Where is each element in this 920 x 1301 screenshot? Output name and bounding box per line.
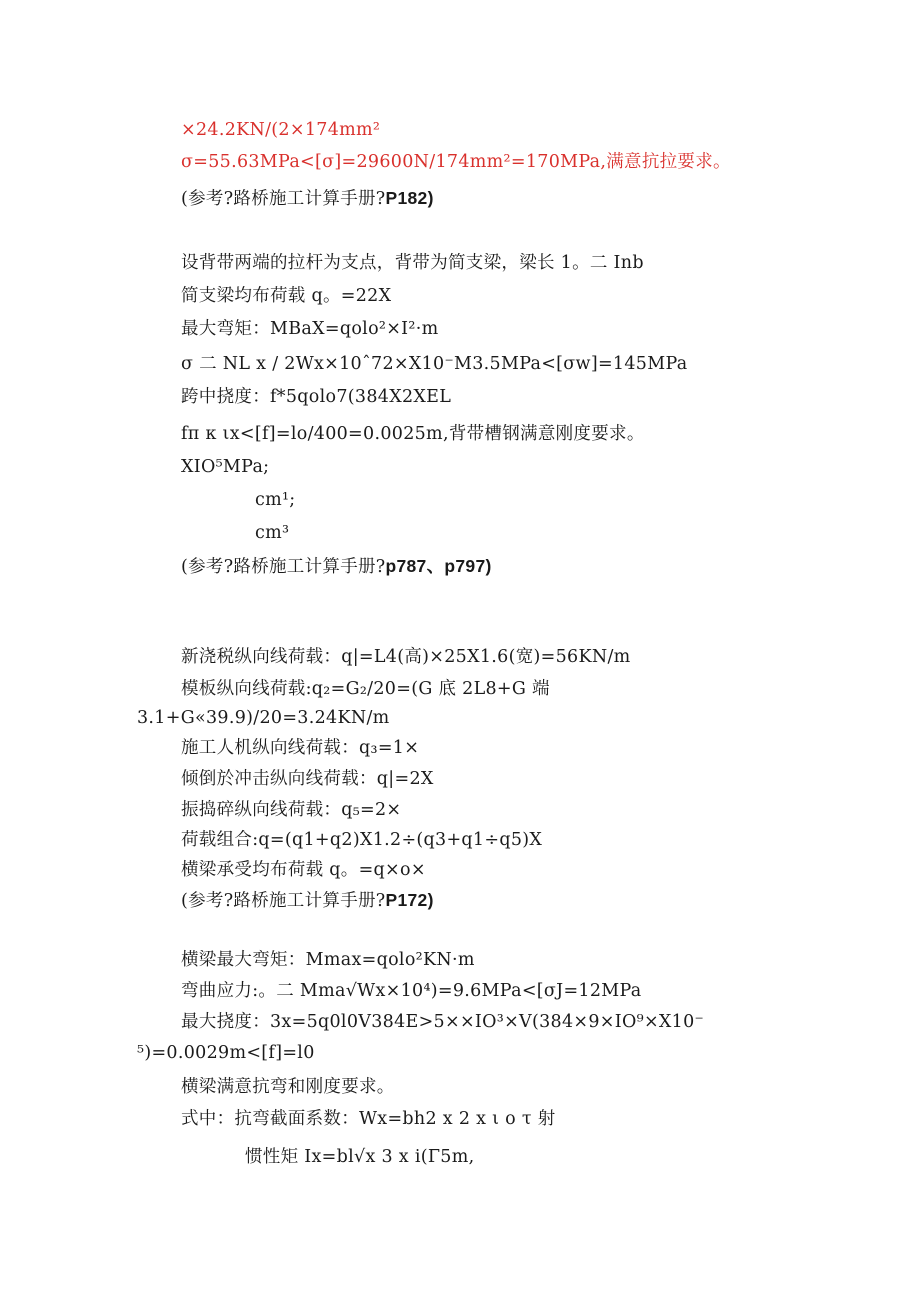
text-line: 最大弯矩：MBaX=qolo²×I²·m [181, 319, 439, 339]
text-line: 荷载组合:q=(q1+q2)X1.2÷(q3+q1÷q5)X [181, 830, 543, 850]
text-line: 倾倒於冲击纵向线荷载：q|=2X [181, 769, 434, 789]
reference-text: (参考?路桥施工计算手册? [181, 557, 386, 577]
reference-page: P172) [385, 890, 434, 910]
text-line: 简支梁均布荷载 q。=22X [181, 286, 392, 306]
reference-text: (参考?路桥施工计算手册? [181, 891, 386, 911]
reference-page: p787、p797) [385, 556, 492, 576]
reference-page: P182) [385, 188, 434, 208]
reference-text: (参考?路桥施工计算手册? [181, 189, 386, 209]
text-line: cm³ [255, 523, 290, 543]
text-line: 新浇税纵向线荷载：q|=L4(高)×25X1.6(宽)=56KN/m [181, 647, 631, 667]
reference-line [181, 186, 434, 211]
text-line: XIO⁵MPa; [181, 457, 270, 477]
text-line: cm¹; [255, 490, 296, 510]
text-line: 设背带两端的拉杆为支点，背带为简支梁，梁长 1。二 Inb [181, 253, 644, 273]
text-line: 横梁承受均布荷载 q。=q×o× [181, 860, 426, 880]
text-line: 振捣碎纵向线荷载：q₅=2× [181, 800, 402, 820]
text-line: 惯性矩 Ix=bl√x 3 x i(Γ5m, [245, 1147, 475, 1167]
text-line: 模板纵向线荷载:q₂=G₂/20=(G 底 2L8+G 端 [181, 679, 550, 699]
text-line: 跨中挠度：f*5qolo7(384X2XEL [181, 387, 452, 407]
text-line: 施工人机纵向线荷载：q₃=1× [181, 738, 420, 758]
text-line: 最大挠度：3x=5q0l0V384E>5××IO³×V(384×9×IO⁹×X10⁻ [181, 1012, 705, 1032]
text-line: 横梁满意抗弯和刚度要求。 [181, 1077, 395, 1097]
text-line: 横梁最大弯矩：Mmax=qolo²KN·m [181, 950, 475, 970]
text-line: ⁵)=0.0029m<[f]=l0 [137, 1043, 315, 1063]
reference-line [181, 554, 492, 579]
text-line: 3.1+G«39.9)/20=3.24KN/m [137, 708, 390, 728]
text-line: fπ κ ιx<[f]=lo/400=0.0025m,背带槽钢满意刚度要求。 [181, 424, 645, 444]
text-line: 式中：抗弯截面系数：Wx=bh2 x 2 x ι o τ 射 [181, 1109, 556, 1129]
reference-line [181, 888, 434, 913]
text-line: σ 二 NL x / 2Wx×10ˆ72×X10⁻M3.5MPa<[σw]=145MPa [181, 354, 688, 374]
formula-line: σ=55.63MPa<[σ]=29600N/174mm²=170MPa,满意抗拉要求。 [181, 152, 731, 172]
text-line: 弯曲应力:。二 Mma√Wx×10⁴)=9.6MPa<[σJ=12MPa [181, 981, 642, 1001]
formula-line: ×24.2KN/(2×174mm² [181, 120, 381, 140]
